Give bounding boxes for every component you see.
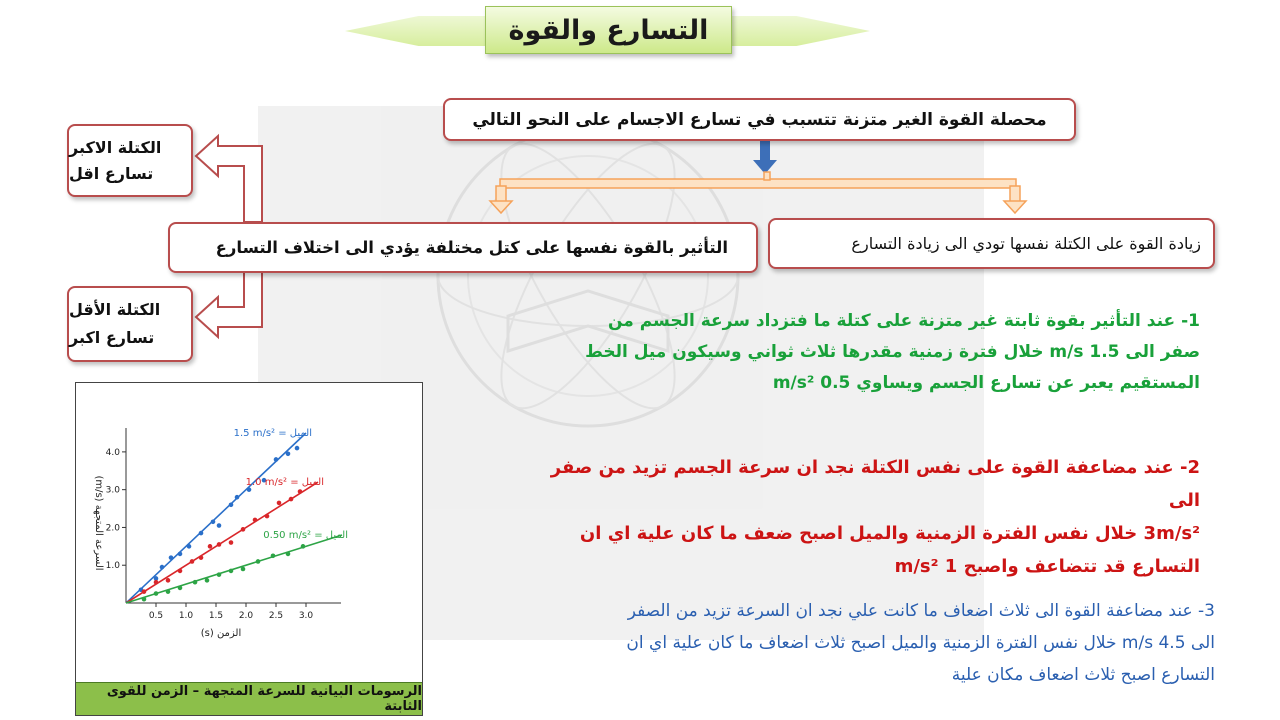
chart-axes [126,428,341,603]
paragraph-2 [520,451,1200,583]
data-point [271,553,276,558]
larger-mass-line2: تسارع اقل [69,163,154,183]
velocity-time-panel [75,382,423,716]
arrow-to-smaller-mass-icon [196,272,262,337]
data-point [154,591,159,596]
y-ticks [106,448,126,571]
series-line [126,535,342,603]
paragraph-1-line: المستقيم يعبر عن تسارع الجسم ويساوي 0.5 m/s² [772,373,1200,393]
smaller-mass-line2: تسارع اكبر [69,328,155,347]
net-force-box [443,98,1076,141]
data-point [241,527,246,532]
larger-mass-box [67,124,193,197]
chart-caption-bar [76,682,422,715]
data-point [274,457,279,462]
data-point [160,565,165,570]
paragraph-2-line: 2- عند مضاعفة القوة على نفس الكتلة نجد ان سرعة الجسم تزيد من صفر الى [550,457,1200,511]
data-point [178,586,183,591]
data-point [166,589,171,594]
data-point [265,514,270,519]
data-point [205,578,210,583]
series-slope-label: 1.5 m/s² = الميل [233,428,312,439]
x-ticks [149,603,314,621]
x-axis-label: الزمن (s) [200,628,242,639]
branch-bracket-icon [490,172,1026,213]
data-point [169,555,174,560]
series-slope-label: 0.50 m/s² = الميل [263,530,348,541]
data-point [208,544,213,549]
increase-force-box [768,218,1215,269]
data-point [142,597,147,602]
same-force-box [168,222,758,273]
data-point [277,501,282,506]
larger-mass-line1: الكتلة الاكبر [69,137,162,157]
x-tick-label: 0.5 [148,611,164,621]
increase-force-text: زيادة القوة على الكتلة نفسها تودي الى زيادة التسارع [851,234,1201,253]
paragraph-1-line: 1- عند التأثير بقوة ثابتة غير متزنة على كتلة ما فتزداد سرعة الجسم من [607,311,1200,331]
data-point [286,552,291,557]
paragraph-1-line: صفر الى 1.5 m/s خلال فترة زمنية مقدرها ثلاث ثواني وسيكون ميل الخط [585,342,1200,362]
paragraph-2-line: 3m/s² خلال نفس الفترة الزمنية والميل اصبح ضعف ما كان علية اي ان [579,523,1200,544]
data-point [256,559,261,564]
y-tick-label: 2.0 [105,523,120,534]
y-tick-label: 4.0 [105,447,120,458]
data-point [217,542,222,547]
data-point [298,489,303,494]
down-arrow-icon [753,140,777,174]
data-point [229,540,234,545]
net-force-text: محصلة القوة الغير متزنة تتسبب في تسارع الاجسام على النحو التالي [472,109,1047,130]
x-tick-label: 2.5 [268,611,284,621]
data-point [178,569,183,574]
data-point [295,446,300,451]
data-point [154,580,159,585]
data-point [235,495,240,500]
x-tick-label: 1.5 [208,611,224,621]
data-point [199,555,204,560]
data-point [193,580,198,585]
data-point [178,552,183,557]
data-point [217,523,222,528]
series-slope-label: 1.0 m/s² = الميل [245,477,324,489]
paragraph-3 [470,595,1215,691]
data-point [217,572,222,577]
arrow-to-larger-mass-icon [196,136,262,222]
data-point [253,518,258,523]
data-point [229,569,234,574]
y-tick-label: 1.0 [105,561,120,572]
paragraph-2-line: التسارع قد تتضاعف واصبح 1 m/s² [894,556,1200,577]
data-point [289,497,294,502]
chart-series [126,428,348,603]
data-point [286,451,291,456]
x-tick-label: 1.0 [178,611,194,621]
data-point [211,519,216,524]
x-tick-label: 3.0 [298,611,314,621]
y-tick-label: 3.0 [105,485,120,496]
data-point [187,544,192,549]
paragraph-3-line: 3- عند مضاعفة القوة الى ثلاث اضعاف ما كانت علي نجد ان السرعة تزيد من الصفر [627,601,1215,621]
paragraph-3-line: التسارع اصبح ثلاث اضعاف مكان علية [951,665,1215,685]
data-point [199,531,204,536]
chart-caption: الرسومات البيانية للسرعة المتجهة – الزمن للقوى الثابتة [106,684,422,714]
paragraph-1 [560,306,1200,399]
y-axis-label: السرعة المتجهة (m/s) [93,475,104,571]
data-point [142,589,147,594]
series-line [126,433,306,603]
velocity-time-chart [76,383,422,683]
data-point [190,559,195,564]
same-force-text: التأثير بالقوة نفسها على كتل مختلفة يؤدي الى اختلاف التسارع [215,238,728,257]
data-point [229,502,234,507]
page-title: التسارع والقوة [508,14,709,46]
smaller-mass-box [67,286,193,362]
data-point [241,567,246,572]
smaller-mass-line1: الكتلة الأقل [69,300,161,319]
paragraph-3-line: الى 4.5 m/s خلال نفس الفترة الزمنية والميل اصبح ثلاث اضعاف ما كان علية اي ان [626,633,1215,653]
data-point [301,544,306,549]
data-point [166,578,171,583]
x-tick-label: 2.0 [238,611,254,621]
